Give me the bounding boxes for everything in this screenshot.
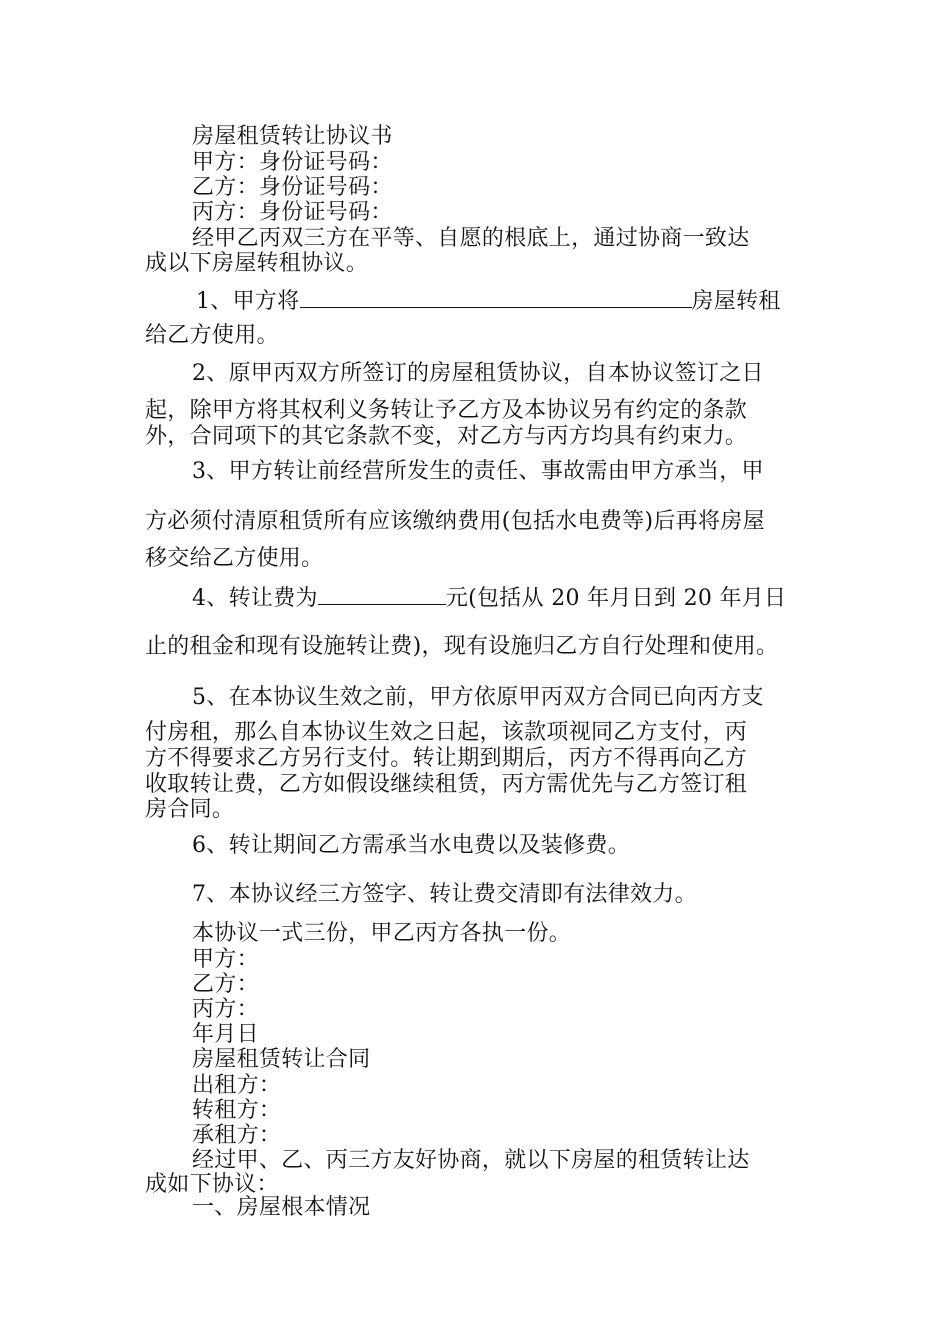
clause-2-line-2: 起，除甲方将其权利义务转让予乙方及本协议另有约定的条款 xyxy=(145,398,748,423)
section-1-heading: 一、房屋根本情况 xyxy=(192,1195,371,1220)
clause-4-line-1 xyxy=(192,584,786,612)
second-intro-line-2: 成如下协议： xyxy=(145,1172,279,1197)
clause-5-line-5: 房合同。 xyxy=(145,797,235,822)
signature-date: 年月日 xyxy=(192,1022,259,1047)
party-b-id-line: 乙方：身份证号码： xyxy=(192,175,393,200)
clause-5-line-2: 付房租，那么自本协议生效之日起，该款项视同乙方支付，丙 xyxy=(145,720,748,745)
signature-party-a: 甲方： xyxy=(192,947,259,972)
second-document-title: 房屋租赁转让合同 xyxy=(192,1047,371,1072)
clause-7: 7、本协议经三方签字、转让费交清即有法律效力。 xyxy=(192,882,697,907)
clause-1-line-1 xyxy=(196,287,781,315)
clause-6: 6、转让期间乙方需承当水电费以及装修费。 xyxy=(192,833,630,858)
clause-1-prefix: 1、甲方将 xyxy=(196,289,300,314)
clause-4-suffix: 元(包括从 20 年月日到 20 年月日 xyxy=(445,586,787,611)
clause-3-line-3: 移交给乙方使用。 xyxy=(145,546,324,571)
intro-paragraph-line-1: 经甲乙丙双三方在平等、自愿的根底上，通过协商一致达 xyxy=(192,226,750,251)
clause-3-line-2: 方必须付清原租赁所有应该缴纳费用(包括水电费等)后再将房屋 xyxy=(145,509,765,534)
clause-3-line-1: 3、甲方转让前经营所发生的责任、事故需由甲方承当，甲 xyxy=(192,459,764,484)
sublessor-line: 转租方： xyxy=(192,1098,282,1123)
clause-4-blank xyxy=(318,584,446,605)
copies-statement: 本协议一式三份，甲乙丙方各执一份。 xyxy=(192,921,572,946)
clause-5-line-1: 5、在本协议生效之前，甲方依原甲丙双方合同已向丙方支 xyxy=(192,685,764,710)
lessor-line: 出租方： xyxy=(192,1073,282,1098)
clause-1-blank xyxy=(300,287,692,308)
clause-1-suffix: 房屋转租 xyxy=(691,289,781,314)
signature-party-b: 乙方： xyxy=(192,972,259,997)
lessee-line: 承租方： xyxy=(192,1123,282,1148)
clause-2-line-1: 2、原甲丙双方所签订的房屋租赁协议，自本协议签订之日 xyxy=(192,361,764,386)
clause-4-line-2: 止的租金和现有设施转让费)，现有设施归乙方自行处理和使用。 xyxy=(145,634,779,659)
clause-5-line-4: 收取转让费，乙方如假设继续租赁，丙方需优先与乙方签订租 xyxy=(145,772,748,797)
clause-4-prefix: 4、转让费为 xyxy=(192,586,318,611)
clause-2-line-3: 外，合同项下的其它条款不变，对乙方与丙方均具有约束力。 xyxy=(145,424,748,449)
clause-1-line-2: 给乙方使用。 xyxy=(145,323,279,348)
signature-party-c: 丙方： xyxy=(192,997,259,1022)
second-intro-line-1: 经过甲、乙、丙三方友好协商，就以下房屋的租赁转让达 xyxy=(192,1148,750,1173)
clause-5-line-3: 方不得要求乙方另行支付。转让期到期后，丙方不得再向乙方 xyxy=(145,746,748,771)
party-a-id-line: 甲方：身份证号码： xyxy=(192,150,393,175)
intro-paragraph-line-2: 成以下房屋转租协议。 xyxy=(145,251,369,276)
party-c-id-line: 丙方：身份证号码： xyxy=(192,200,393,225)
document-title: 房屋租赁转让协议书 xyxy=(192,124,393,149)
